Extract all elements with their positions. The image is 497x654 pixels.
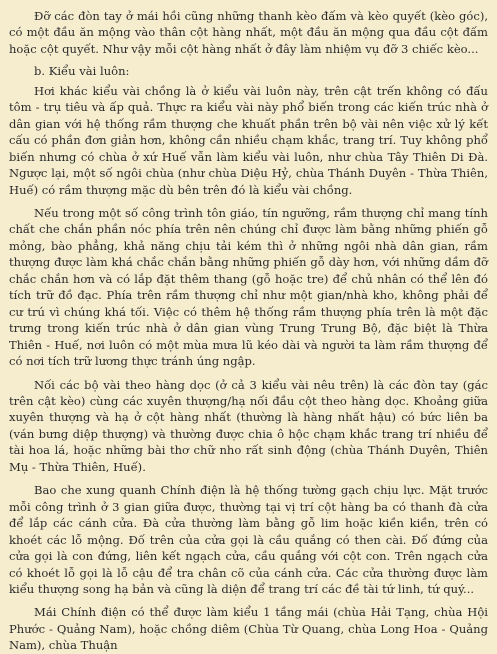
section-heading: b. Kiểu vài luôn: — [34, 64, 130, 79]
paragraph-2: Hơi khác kiểu vài chồng là ở kiểu vài luôn này, trên cật trến không có đấu tôm - trụ tiêu và ấp quả. Thực ra kiểu vài này phổ biến trong các kiến trúc nhà ở dân gian với hệ thống rầm thượng che khuất phần trên bộ vài nên việc xử lý kết cấu có phần đơn giản hơn, không cần nhiều chạm khắc, trang trí. Tuy không phổ biến nhưng có chùa ở xứ Huế vẫn làm kiểu vài luôn, như chùa Tây Thiên Di Đà. Ngược lại, một số ngôi chùa (như chùa Diệu Hỷ, chùa Thánh Duyên - Thừa Thiên, Huế) có rầm thượng mặc dù bên trên đó là kiểu vài chồng. — [9, 83, 488, 197]
paragraph-4: Nối các bộ vài theo hàng dọc (ở cả 3 kiểu vài nêu trên) là các đòn tay (gác trên cật kèo) cùng các xuyên thượng/hạ nối đầu cột theo hàng dọc. Khoảng giữa xuyên thượng và hạ ở cột hàng nhất (thường là hàng nhất hậu) có bức liên ba (ván bưng diệp thượng) và thường được chia ô hộc chạm khắc trang trí nhiều để tài hoa lá, hoặc những bài thơ chữ nho rất sinh động (chùa Thánh Duyên, Thiên Mụ - Thừa Thiên, Huế). — [9, 377, 488, 474]
paragraph-6: Mái Chính điện có thể được làm kiểu 1 tầng mái (chùa Hải Tạng, chùa Hội Phước - Quảng Nam), hoặc chồng diêm (Chùa Từ Quang, chùa Long Hoa - Quảng Nam), chùa Thuận — [9, 605, 488, 653]
paragraph-3: Nếu trong một số công trình tôn giáo, tín ngưỡng, rầm thượng chỉ mang tính chất che chắn phần nóc phía trên nên chúng chỉ được làm bằng những phiến gỗ mỏng, bào phẳng, khả năng chịu tải kém thì ở những ngôi nhà dân gian, rầm thượng được làm khá chắc chắn bằng những phiến gỗ dày hơn, với những dầm đỡ chắc chắn hơn và có lắp đặt thêm thang (gỗ hoặc tre) để chủ nhân có thể lên đó tích trữ đồ đạc. Phía trên rầm thượng chỉ như một gian/nhà kho, không phải để cư trú vì chúng khá tối. Việc có thêm hệ thống rầm thượng phía trên là một đặc trưng trong kiến trúc nhà ở dân gian vùng Trung Trung Bộ, đặc biệt là Thừa Thiên - Huế, nơi luôn có một mùa mưa lũ kéo dài và người ta làm rầm thượng để có nơi tích trữ lương thực tránh úng ngập. — [9, 205, 488, 369]
paragraph-5: Bao che xung quanh Chính điện là hệ thống tường gạch chịu lực. Mặt trước mỗi công trình ở 3 gian giữa được, thường tại vị trí cột hàng ba có thanh đà cửa để lắp các cánh cửa. Đà cửa thường làm bằng gỗ lim hoặc kiền kiền, trên có khoét các lỗ mộng. Đố trên của cửa gọi là cầu quắng có then cài. Đố đứng của cửa gọi là con đứng, liên kết ngạch cửa, cầu quắng với cột con. Trên ngạch cửa có khoét lỗ gọi là lỗ cậu để tra chân cõ của cánh cửa. Các cửa thường được làm kiểu thượng song hạ bản và cũng là diện để trang trí các đề tài tứ linh, tứ quý... — [9, 483, 488, 596]
paragraph-1: Đỡ các đòn tay ở mái hồi cũng những thanh kèo đấm và kèo quyết (kèo góc), có một đầu ăn mộng vào thân cột hàng nhất, một đầu ăn mộng qua đầu cột đấm hoặc cột quyết. Như vậy mỗi cột hàng nhất ở đây làm nhiệm vụ đỡ 3 chiếc kèo... — [9, 9, 488, 56]
